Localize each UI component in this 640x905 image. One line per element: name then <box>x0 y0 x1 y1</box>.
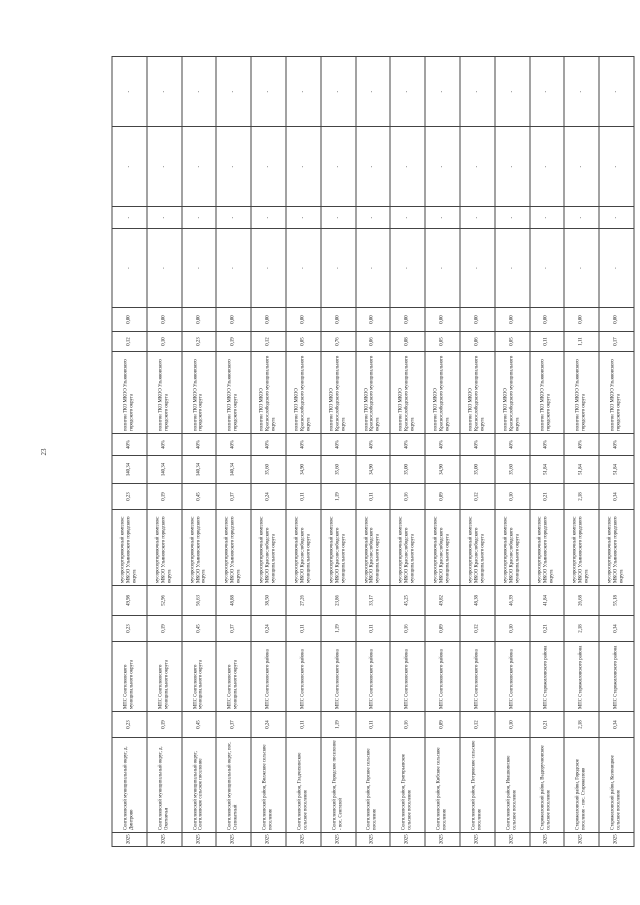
cell-e1: - <box>460 229 495 308</box>
cell-v4: 0,76 <box>321 332 356 352</box>
cell-d2: 51,84 <box>530 456 565 484</box>
cell-src: МПС Сенгилеевского района <box>495 642 530 712</box>
cell-e4: - <box>530 57 565 127</box>
cell-v4: 0,10 <box>147 332 182 352</box>
cell-d2: 51,84 <box>564 456 599 484</box>
cell-v2: 0,11 <box>286 616 321 642</box>
cell-e2: - <box>390 207 425 229</box>
cell-d2: 35,60 <box>251 456 286 484</box>
cell-src: МПС Сенгилеевского района <box>356 642 391 712</box>
table-row <box>530 57 565 847</box>
cell-d1: 55,18 <box>599 586 634 616</box>
cell-v2: 0,37 <box>216 616 251 642</box>
rotated-table-container <box>112 57 635 847</box>
cell-facility: мусоросортировочный комплекс МКОО Краснослободского муниципального округа <box>460 510 495 586</box>
cell-e2: - <box>425 207 460 229</box>
table-row <box>286 57 321 847</box>
cell-facility: мусоросортировочный комплекс МКОО Ульяновского городского округа <box>599 510 634 586</box>
cell-d2: 140,34 <box>182 456 217 484</box>
cell-year: 2025 <box>251 833 286 847</box>
cell-pct: 40% <box>321 434 356 456</box>
cell-src: МПС Сенгилеевского муниципального округа <box>147 642 182 712</box>
cell-municipality: Сенгилеевский муниципальный округ, пос. Силикатный <box>216 738 251 833</box>
cell-d2: 51,84 <box>599 456 634 484</box>
cell-e1: - <box>425 229 460 308</box>
cell-d2: 35,00 <box>390 456 425 484</box>
cell-d1: 46,39 <box>495 586 530 616</box>
cell-v1: 0,21 <box>530 712 565 738</box>
cell-v2: 0,10 <box>495 616 530 642</box>
cell-d1: 38,50 <box>251 586 286 616</box>
cell-disposal: полигон ТКО МКОО Краснослободского муниципального округа <box>495 352 530 434</box>
cell-d1: 33,17 <box>356 586 391 616</box>
cell-e2: - <box>599 207 634 229</box>
table-row <box>495 57 530 847</box>
cell-pct: 40% <box>564 434 599 456</box>
cell-e3: - <box>321 127 356 207</box>
cell-year: 2025 <box>530 833 565 847</box>
cell-src: МПС Старожиловского района <box>530 642 565 712</box>
cell-facility: мусоросортировочный комплекс МКОО Краснослободского муниципального округа <box>356 510 391 586</box>
cell-e1: - <box>599 229 634 308</box>
cell-v5: 0,00 <box>599 308 634 332</box>
cell-e2: - <box>112 207 147 229</box>
cell-year: 2025 <box>286 833 321 847</box>
cell-e3: - <box>495 127 530 207</box>
cell-pct: 40% <box>112 434 147 456</box>
cell-v5: 0,00 <box>147 308 182 332</box>
page-number: 23 <box>40 448 48 456</box>
cell-d1: 26,68 <box>564 586 599 616</box>
cell-municipality: Сенгилеевский муниципальный округ, д. Дмитрово <box>112 738 147 833</box>
cell-v1: 0,10 <box>495 712 530 738</box>
cell-year: 2025 <box>495 833 530 847</box>
cell-municipality: Сенгилеевский район, Горское сельское поселение <box>356 738 391 833</box>
cell-v4: 0,05 <box>425 332 460 352</box>
cell-d2: 140,34 <box>147 456 182 484</box>
cell-e4: - <box>425 57 460 127</box>
cell-disposal: полигон ТКО МКОО Ульяновского городского округа <box>599 352 634 434</box>
cell-year: 2025 <box>390 833 425 847</box>
cell-v1: 0,23 <box>112 712 147 738</box>
cell-src: МПС Сенгилеевского района <box>321 642 356 712</box>
cell-municipality: Сенгилеевский район, Волжское сельское поселение <box>251 738 286 833</box>
cell-v5: 0,00 <box>112 308 147 332</box>
cell-v1: 0,12 <box>460 712 495 738</box>
cell-v1: 0,34 <box>599 712 634 738</box>
cell-pct: 40% <box>182 434 217 456</box>
cell-year: 2025 <box>112 833 147 847</box>
cell-d1: 27,26 <box>286 586 321 616</box>
table-body <box>112 57 634 847</box>
cell-e4: - <box>460 57 495 127</box>
cell-disposal: полигон ТКО МКОО Краснослободского муниципального округа <box>286 352 321 434</box>
cell-v2: 0,12 <box>460 616 495 642</box>
cell-pct: 40% <box>530 434 565 456</box>
cell-v3: 0,21 <box>530 484 565 510</box>
cell-d2: 140,34 <box>216 456 251 484</box>
cell-e4: - <box>564 57 599 127</box>
cell-municipality: Сенгилеевский район, Ивашкинское сельское поселение <box>495 738 530 833</box>
cell-disposal: полигон ТКО МКОО Ульяновского городского округа <box>216 352 251 434</box>
cell-v4: 0,23 <box>182 332 217 352</box>
cell-src: МПС Старожиловского района <box>599 642 634 712</box>
cell-v3: 0,09 <box>425 484 460 510</box>
cell-d1: 49,98 <box>112 586 147 616</box>
cell-v4: 1,11 <box>564 332 599 352</box>
cell-v2: 0,11 <box>356 616 391 642</box>
cell-e4: - <box>321 57 356 127</box>
cell-e2: - <box>216 207 251 229</box>
cell-v5: 0,00 <box>286 308 321 332</box>
cell-v3: 0,10 <box>495 484 530 510</box>
cell-disposal: полигон ТКО МКОО Краснослободского муниципального округа <box>425 352 460 434</box>
cell-e1: - <box>321 229 356 308</box>
cell-v4: 0,08 <box>390 332 425 352</box>
cell-src: МПС Сенгилеевского района <box>251 642 286 712</box>
cell-v3: 1,19 <box>321 484 356 510</box>
cell-v2: 0,19 <box>147 616 182 642</box>
cell-d2: 34,90 <box>286 456 321 484</box>
cell-year: 2025 <box>216 833 251 847</box>
cell-e3: - <box>390 127 425 207</box>
cell-e4: - <box>216 57 251 127</box>
cell-year: 2025 <box>564 833 599 847</box>
table-row <box>425 57 460 847</box>
cell-municipality: Сенгилеевский муниципальный округ, Сенгилеевское сельское поселение <box>182 738 217 833</box>
cell-d2: 35,00 <box>460 456 495 484</box>
cell-e1: - <box>147 229 182 308</box>
cell-e2: - <box>460 207 495 229</box>
cell-disposal: полигон ТКО МКОО Ульяновского городского округа <box>112 352 147 434</box>
cell-municipality: Сенгилеевский муниципальный округ, д. Охотничья <box>147 738 182 833</box>
cell-e2: - <box>251 207 286 229</box>
cell-municipality: Старожиловский район, Колоницкое сельское поселение <box>599 738 634 833</box>
cell-pct: 40% <box>286 434 321 456</box>
cell-d1: 56,63 <box>182 586 217 616</box>
cell-e1: - <box>112 229 147 308</box>
cell-e4: - <box>356 57 391 127</box>
cell-v5: 0,00 <box>460 308 495 332</box>
cell-src: МПС Сенгилеевского муниципального округа <box>216 642 251 712</box>
cell-src: МПС Сенгилеевского района <box>390 642 425 712</box>
cell-d2: 35,60 <box>495 456 530 484</box>
cell-v2: 0,34 <box>599 616 634 642</box>
cell-d2: 34,90 <box>356 456 391 484</box>
cell-d1: 41,84 <box>530 586 565 616</box>
cell-v1: 1,19 <box>321 712 356 738</box>
cell-e3: - <box>216 127 251 207</box>
cell-e3: - <box>530 127 565 207</box>
cell-pct: 40% <box>390 434 425 456</box>
cell-e4: - <box>390 57 425 127</box>
cell-e3: - <box>112 127 147 207</box>
cell-v1: 0,11 <box>356 712 391 738</box>
cell-v5: 0,00 <box>390 308 425 332</box>
cell-v2: 0,21 <box>530 616 565 642</box>
cell-municipality: Сенгилеевский район, Гладчихинское сельское поселение <box>286 738 321 833</box>
cell-e2: - <box>530 207 565 229</box>
table-row <box>599 57 634 847</box>
cell-src: МПС Сенгилеевского муниципального округа <box>182 642 217 712</box>
cell-v5: 0,00 <box>251 308 286 332</box>
cell-v5: 0,00 <box>356 308 391 332</box>
cell-facility: мусоросортировочный комплекс МКОО Краснослободского муниципального округа <box>495 510 530 586</box>
table-row <box>564 57 599 847</box>
cell-e4: - <box>182 57 217 127</box>
cell-v3: 0,45 <box>182 484 217 510</box>
cell-v1: 0,16 <box>390 712 425 738</box>
cell-facility: мусоросортировочный комплекс МКОО Ульяновского городского округа <box>216 510 251 586</box>
cell-facility: мусоросортировочный комплекс МКОО Ульяновского городского округа <box>147 510 182 586</box>
cell-e2: - <box>286 207 321 229</box>
cell-v4: 0,19 <box>216 332 251 352</box>
cell-v5: 0,00 <box>321 308 356 332</box>
cell-year: 2025 <box>182 833 217 847</box>
cell-v1: 2,18 <box>564 712 599 738</box>
cell-e4: - <box>495 57 530 127</box>
cell-facility: мусоросортировочный комплекс МКОО Ульяновского городского округа <box>564 510 599 586</box>
cell-v3: 0,16 <box>390 484 425 510</box>
cell-disposal: полигон ТКО МКОО Краснослободского муниципального округа <box>321 352 356 434</box>
cell-v2: 0,45 <box>182 616 217 642</box>
cell-e4: - <box>599 57 634 127</box>
cell-d2: 140,34 <box>112 456 147 484</box>
cell-v3: 0,12 <box>460 484 495 510</box>
cell-v3: 0,11 <box>356 484 391 510</box>
cell-v1: 0,24 <box>251 712 286 738</box>
cell-v2: 1,19 <box>321 616 356 642</box>
cell-disposal: полигон ТКО МКОО Ульяновского городского округа <box>564 352 599 434</box>
cell-v2: 0,23 <box>112 616 147 642</box>
cell-disposal: полигон ТКО МКОО Ульяновского городского округа <box>147 352 182 434</box>
cell-v2: 0,24 <box>251 616 286 642</box>
table-row <box>147 57 182 847</box>
cell-v4: 0,05 <box>495 332 530 352</box>
cell-e4: - <box>112 57 147 127</box>
cell-e2: - <box>321 207 356 229</box>
cell-v1: 0,11 <box>286 712 321 738</box>
cell-v4: 0,06 <box>460 332 495 352</box>
cell-municipality: Сенгилеевский район, Кибское сельское поселение <box>425 738 460 833</box>
cell-v1: 0,45 <box>182 712 217 738</box>
cell-d1: 49,82 <box>425 586 460 616</box>
cell-d1: 48,88 <box>216 586 251 616</box>
cell-facility: мусоросортировочный комплекс МКОО Краснослободского муниципального округа <box>390 510 425 586</box>
cell-year: 2025 <box>425 833 460 847</box>
cell-v3: 0,19 <box>147 484 182 510</box>
cell-v5: 0,00 <box>495 308 530 332</box>
cell-src: МПС Старожиловского района <box>564 642 599 712</box>
waste-flow-table <box>112 56 635 847</box>
cell-pct: 40% <box>599 434 634 456</box>
cell-municipality: Сенгилеевский район, Потровское сельское поселение <box>460 738 495 833</box>
cell-e1: - <box>390 229 425 308</box>
cell-v5: 0,00 <box>425 308 460 332</box>
cell-pct: 40% <box>425 434 460 456</box>
cell-municipality: Старожиловский район, Выдоручновское сельское поселение <box>530 738 565 833</box>
cell-e1: - <box>564 229 599 308</box>
cell-e3: - <box>460 127 495 207</box>
cell-v3: 0,23 <box>112 484 147 510</box>
cell-v3: 0,34 <box>599 484 634 510</box>
cell-pct: 40% <box>460 434 495 456</box>
cell-e1: - <box>182 229 217 308</box>
cell-municipality: Сенгилеевский район, Григорьевское сельское поселение <box>390 738 425 833</box>
cell-v5: 0,00 <box>530 308 565 332</box>
cell-e3: - <box>599 127 634 207</box>
cell-year: 2025 <box>460 833 495 847</box>
cell-e3: - <box>356 127 391 207</box>
cell-pct: 40% <box>147 434 182 456</box>
cell-src: МПС Сенгилеевского муниципального округа <box>112 642 147 712</box>
cell-e4: - <box>286 57 321 127</box>
cell-facility: мусоросортировочный комплекс МКОО Краснослободского муниципального округа <box>425 510 460 586</box>
table-row <box>460 57 495 847</box>
cell-v1: 0,19 <box>147 712 182 738</box>
cell-v4: 0,12 <box>112 332 147 352</box>
cell-e2: - <box>564 207 599 229</box>
cell-disposal: полигон ТКО МКОО Краснослободского муниципального округа <box>356 352 391 434</box>
cell-e1: - <box>216 229 251 308</box>
cell-e3: - <box>182 127 217 207</box>
cell-d1: 45,25 <box>390 586 425 616</box>
cell-e4: - <box>147 57 182 127</box>
cell-disposal: полигон ТКО МКОО Краснослободского муниципального округа <box>460 352 495 434</box>
cell-v2: 2,18 <box>564 616 599 642</box>
cell-d1: 52,96 <box>147 586 182 616</box>
cell-e2: - <box>147 207 182 229</box>
cell-v4: 0,12 <box>251 332 286 352</box>
cell-v3: 0,11 <box>286 484 321 510</box>
cell-e1: - <box>495 229 530 308</box>
cell-facility: мусоросортировочный комплекс МКОО Ульяновского городского округа <box>530 510 565 586</box>
cell-disposal: полигон ТКО МКОО Ульяновского городского округа <box>182 352 217 434</box>
cell-v3: 2,18 <box>564 484 599 510</box>
table-row <box>356 57 391 847</box>
cell-year: 2025 <box>147 833 182 847</box>
cell-year: 2025 <box>599 833 634 847</box>
cell-e3: - <box>251 127 286 207</box>
cell-disposal: полигон ТКО МКОО Краснослободского муниципального округа <box>251 352 286 434</box>
cell-facility: мусоросортировочный комплекс МКОО Ульяновского городского округа <box>112 510 147 586</box>
cell-municipality: Сенгилеевский район, Городское поселение - пос. Сенгилей <box>321 738 356 833</box>
cell-d1: 48,38 <box>460 586 495 616</box>
cell-e3: - <box>147 127 182 207</box>
cell-d1: 23,86 <box>321 586 356 616</box>
cell-v2: 0,09 <box>425 616 460 642</box>
cell-pct: 40% <box>216 434 251 456</box>
cell-disposal: полигон ТКО МКОО Краснослободского муниципального округа <box>390 352 425 434</box>
cell-e3: - <box>286 127 321 207</box>
cell-e1: - <box>530 229 565 308</box>
table-row <box>216 57 251 847</box>
cell-e1: - <box>286 229 321 308</box>
cell-src: МПС Сенгилеевского района <box>286 642 321 712</box>
table-row <box>251 57 286 847</box>
cell-v1: 0,09 <box>425 712 460 738</box>
table-row <box>182 57 217 847</box>
cell-pct: 40% <box>495 434 530 456</box>
cell-year: 2025 <box>321 833 356 847</box>
cell-v2: 0,16 <box>390 616 425 642</box>
cell-municipality: Старожиловский район, Городское поселение - пос. Старожилово <box>564 738 599 833</box>
cell-e2: - <box>356 207 391 229</box>
cell-e1: - <box>251 229 286 308</box>
cell-v5: 0,00 <box>564 308 599 332</box>
cell-d2: 34,90 <box>425 456 460 484</box>
table-row <box>321 57 356 847</box>
cell-facility: мусоросортировочный комплекс МКОО Краснослободского муниципального округа <box>286 510 321 586</box>
cell-pct: 40% <box>251 434 286 456</box>
cell-facility: мусоросортировочный комплекс МКОО Ульяновского городского округа <box>182 510 217 586</box>
cell-v4: 0,11 <box>530 332 565 352</box>
cell-facility: мусоросортировочный комплекс МКОО Краснослободского муниципального округа <box>321 510 356 586</box>
cell-d2: 35,60 <box>321 456 356 484</box>
cell-disposal: полигон ТКО МКОО Ульяновского городского округа <box>530 352 565 434</box>
cell-v3: 0,37 <box>216 484 251 510</box>
cell-v1: 0,37 <box>216 712 251 738</box>
table-row <box>112 57 147 847</box>
cell-e4: - <box>251 57 286 127</box>
cell-e3: - <box>564 127 599 207</box>
cell-e2: - <box>495 207 530 229</box>
table-row <box>390 57 425 847</box>
cell-v4: 0,06 <box>356 332 391 352</box>
cell-src: МПС Сенгилеевского района <box>460 642 495 712</box>
cell-v5: 0,00 <box>216 308 251 332</box>
cell-v5: 0,00 <box>182 308 217 332</box>
cell-pct: 40% <box>356 434 391 456</box>
cell-v4: 0,17 <box>599 332 634 352</box>
cell-year: 2025 <box>356 833 391 847</box>
cell-facility: мусоросортировочный комплекс МКОО Краснослободского муниципального округа <box>251 510 286 586</box>
cell-e2: - <box>182 207 217 229</box>
cell-e1: - <box>356 229 391 308</box>
cell-src: МПС Сенгилеевского района <box>425 642 460 712</box>
cell-v3: 0,24 <box>251 484 286 510</box>
cell-e3: - <box>425 127 460 207</box>
cell-v4: 0,05 <box>286 332 321 352</box>
